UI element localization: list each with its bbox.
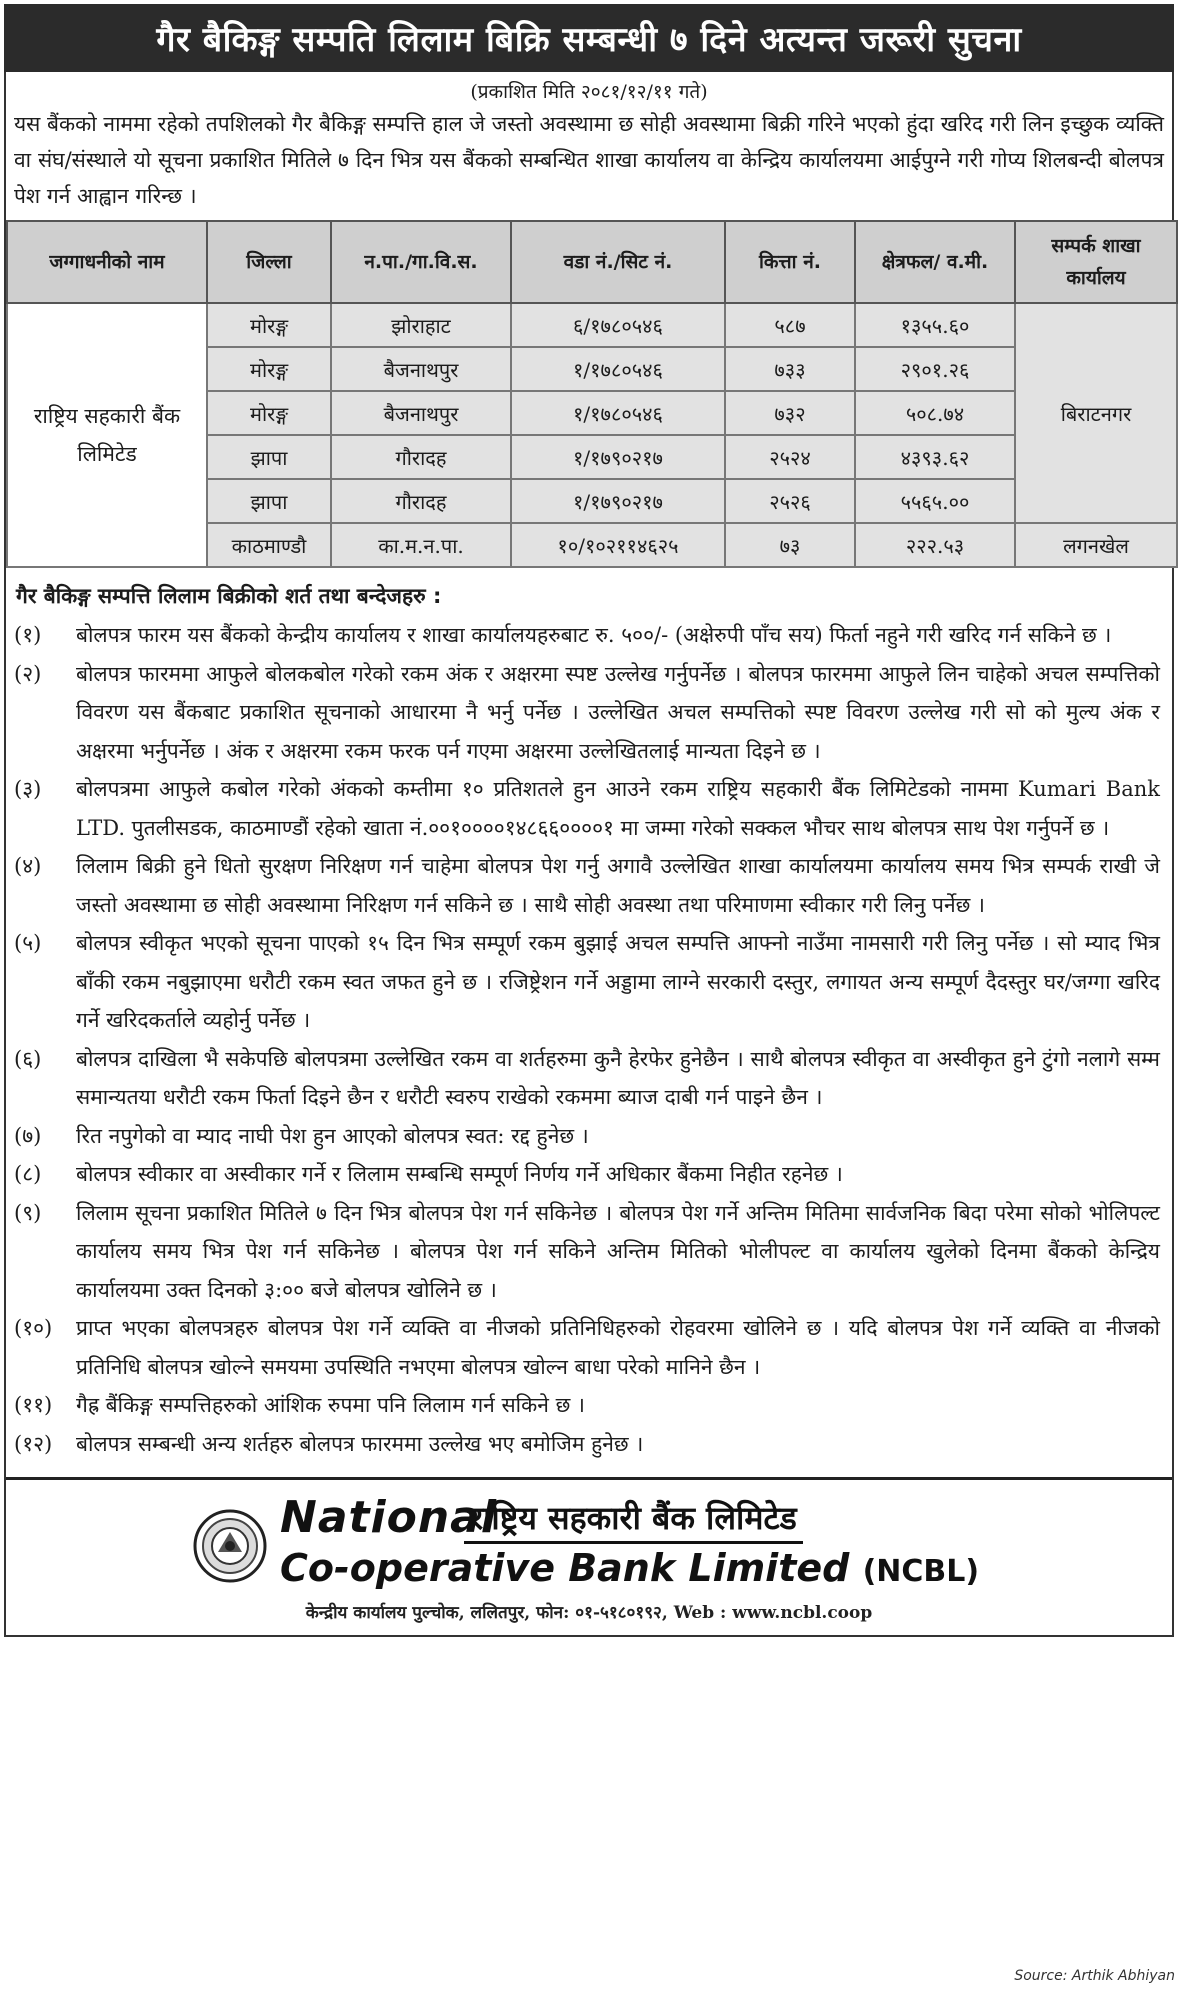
ward-sheet-cell: १/१७८०५४६ [511, 391, 725, 435]
district-cell: मोरङ्ग [207, 303, 331, 347]
area-cell: ४३९३.६२ [855, 435, 1015, 479]
term-number: (६) [14, 1046, 42, 1071]
municipality-cell: गौरादह [331, 479, 511, 523]
district-cell: काठमाण्डौ [207, 523, 331, 567]
term-number: (५) [14, 931, 42, 955]
term-number: (८) [14, 1162, 42, 1186]
header-branch: सम्पर्क शाखा कार्यालय [1015, 221, 1177, 303]
brand-name-english: National [280, 1492, 497, 1543]
kitta-cell: ७३२ [725, 391, 855, 435]
area-cell: ५५६५.०० [855, 479, 1015, 523]
header-area: क्षेत्रफल/ व.मी. [855, 221, 1015, 303]
notice-page [4, 4, 1174, 1637]
municipality-cell: का.म.न.पा. [331, 523, 511, 567]
term-item [12, 1386, 1166, 1425]
term-number: (९) [14, 1200, 42, 1225]
ward-sheet-cell: १/१७८०५४६ [511, 347, 725, 391]
bank-footer [6, 1480, 1172, 1635]
brand-name-nepali: राष्ट्रिय सहकारी बैंक लिमिटेड [464, 1496, 803, 1544]
kitta-cell: २५२६ [725, 479, 855, 523]
notice-box [4, 72, 1174, 1637]
term-item [12, 847, 1166, 924]
bank-address: केन्द्रीय कार्यालय पुल्चोक, ललितपुर, फोन: ०१-५१८०१९२, Web : www.ncbl.coop [305, 1603, 873, 1623]
header-district: जिल्ला [207, 221, 331, 303]
area-cell: २९०१.२६ [855, 347, 1015, 391]
source-credit: Source: Arthik Abhiyan [1014, 1968, 1175, 1984]
term-number: (२) [14, 661, 42, 686]
kitta-cell: ७३३ [725, 347, 855, 391]
term-item [12, 924, 1166, 1040]
brand-name-line: Co-operative Bank Limited [280, 1546, 850, 1590]
term-number: (७) [14, 1123, 42, 1148]
municipality-cell: गौरादह [331, 435, 511, 479]
terms-heading: गैर बैकिङ्ग सम्पत्ति लिलाम बिक्रीको शर्त तथा बन्देजहरु : [16, 584, 442, 608]
term-item [12, 1117, 1166, 1156]
district-cell: झापा [207, 479, 331, 523]
published-date: (प्रकाशित मिति २०८१/१२/११ गते) [470, 81, 708, 103]
table-row [7, 303, 1177, 347]
ward-sheet-cell: १/१७९०२१७ [511, 479, 725, 523]
term-text: बोलपत्र स्वीकृत भएको सूचना पाएको १५ दिन भित्र सम्पूर्ण रकम बुझाई अचल सम्पत्ति आफ्नो नाउँमा नामसारी गरी लिनु पर्नेछ । सो म्याद भित्र बाँकी रकम नबुझाएमा धरौटी रकम स्वत जफत हुने छ । रजिष्ट्रेशन गर्ने अड्डामा लाग्ने सरकारी दस्तुर, लगायत अन्य सम्पूर्ण दैदस्तुर घर/जग्गा खरिद गर्ने खरिदकर्ताले व्यहोर्नु पर्नेछ । [76, 931, 1160, 1032]
header-owner: जग्गाधनीको नाम [7, 221, 207, 303]
area-cell: २२२.५३ [855, 523, 1015, 567]
district-cell: झापा [207, 435, 331, 479]
term-text: लिलाम बिक्री हुने धितो सुरक्षण निरिक्षण गर्न चाहेमा बोलपत्र पेश गर्नु अगावै उल्लेखित शाखा कार्यालयमा कार्यालय समय भित्र सम्पर्क राखी जे जस्तो अवस्थामा छ सोही अवस्थामा निरिक्षण गर्न सकिने छ । साथै सोही अवस्था तथा परिमाणमा स्वीकार गरी लिनु पर्नेछ । [76, 854, 1160, 917]
term-text: लिलाम सूचना प्रकाशित मितिले ७ दिन भित्र बोलपत्र पेश गर्न सकिनेछ । बोलपत्र पेश गर्ने अन्तिम मितिमा सार्वजनिक बिदा परेमा सोको भोलिपल्ट कार्यालय समय भित्र पेश गर्न सकिनेछ । बोलपत्र पेश गर्न सकिने अन्तिम मितिको भोलीपल्ट वा कार्यालय खुलेको दिनमा बैंकको केन्द्रिय कार्यालयमा उक्त दिनको ३:०० बजे बोलपत्र खोलिने छ । [76, 1200, 1160, 1302]
ward-sheet-cell: ६/१७८०५४६ [511, 303, 725, 347]
term-text: बोलपत्र फारममा आफुले बोलकबोल गरेको रकम अंक र अक्षरमा स्पष्ट उल्लेख गर्नुपर्नेछ । बोलपत्र फारममा आफुले लिन चाहेको अचल सम्पत्तिको विवरण यस बैंकबाट प्रकाशित सूचनाको आधारमा नै भर्नु पर्नेछ । उल्लेखित अचल सम्पत्तिको स्पष्ट विवरण उल्लेख गरी सो को मुल्य अंक र अक्षरमा भर्नुपर्नेछ । अंक र अक्षरमा रकम फरक पर्न गएमा अक्षरमा उल्लेखितलाई मान्यता दिइने छ । [76, 661, 1160, 763]
term-number: (४) [14, 854, 42, 878]
term-item [12, 1155, 1166, 1194]
term-number: (१२) [14, 1431, 53, 1456]
district-cell: मोरङ्ग [207, 391, 331, 435]
brand-abbreviation: (NCBL) [862, 1554, 980, 1589]
term-item [12, 616, 1166, 655]
term-item [12, 1040, 1166, 1117]
branch-cell: लगनखेल [1015, 523, 1177, 567]
term-item [12, 1425, 1166, 1464]
district-cell: मोरङ्ग [207, 347, 331, 391]
bank-logo-icon [192, 1508, 268, 1584]
header-ward-sheet: वडा नं./सिट नं. [511, 221, 725, 303]
header-municipality: न.पा./गा.वि.स. [331, 221, 511, 303]
area-cell: १३५५.६० [855, 303, 1015, 347]
kitta-cell: ५८७ [725, 303, 855, 347]
area-cell: ५०८.७४ [855, 391, 1015, 435]
term-text: रित नपुगेको वा म्याद नाघी पेश हुन आएको बोलपत्र स्वत: रद्द हुनेछ । [76, 1123, 589, 1148]
notice-title: गैर बैकिङ्ग सम्पति लिलाम बिक्रि सम्बन्धी ७ दिने अत्यन्त जरूरी सुचना [4, 4, 1174, 72]
term-item [12, 1194, 1166, 1310]
ward-sheet-cell: १०/१०२११४६२५ [511, 523, 725, 567]
term-number: (१) [14, 623, 42, 647]
brand-name-english-2 [280, 1546, 979, 1590]
property-table [6, 220, 1178, 568]
term-text: बोलपत्रमा आफुले कबोल गरेको अंकको कम्तीमा १० प्रतिशतले हुन आउने रकम राष्ट्रिय सहकारी बैंक लिमिटेडको नाममा Kumari Bank LTD. पुतलीसडक, काठमाण्डौं रहेको खाता नं.००१००००१४८६६००००१ मा जम्मा गरेको सक्कल भौचर साथ बोलपत्र साथ पेश गर्नुपर्ने छ । [76, 777, 1160, 840]
term-number: (१०) [14, 1316, 53, 1340]
municipality-cell: बैजनाथपुर [331, 391, 511, 435]
municipality-cell: बैजनाथपुर [331, 347, 511, 391]
term-text: बोलपत्र स्वीकार वा अस्वीकार गर्ने र लिलाम सम्बन्धि सम्पूर्ण निर्णय गर्ने अधिकार बैंकमा निहीत रहनेछ । [76, 1162, 843, 1186]
term-item [12, 655, 1166, 771]
municipality-cell: झोराहाट [331, 303, 511, 347]
term-text: गैह्र बैंकिङ्ग सम्पत्तिहरुको आंशिक रुपमा पनि लिलाम गर्न सकिने छ । [76, 1393, 585, 1417]
term-item [12, 770, 1166, 847]
term-number: (११) [14, 1393, 53, 1417]
table-header-row [7, 221, 1177, 303]
branch-cell: बिराटनगर [1015, 303, 1177, 523]
kitta-cell: ७३ [725, 523, 855, 567]
term-item [12, 1309, 1166, 1386]
term-text: बोलपत्र सम्बन्धी अन्य शर्तहरु बोलपत्र फारममा उल्लेख भए बमोजिम हुनेछ । [76, 1431, 644, 1456]
term-number: (३) [14, 777, 42, 801]
kitta-cell: २५२४ [725, 435, 855, 479]
terms-section [6, 568, 1172, 1463]
term-text: प्राप्त भएका बोलपत्रहरु बोलपत्र पेश गर्ने व्यक्ति वा नीजको प्रतिनिधिहरुको रोहवरमा खोलिने छ । यदि बोलपत्र पेश गर्ने व्यक्ति वा नीजको प्रतिनिधि बोलपत्र खोल्ने समयमा उपस्थिति नभएमा बोलपत्र खोल्न बाधा परेको मानिने छैन । [76, 1316, 1160, 1379]
term-text: बोलपत्र फारम यस बैंकको केन्द्रीय कार्यालय र शाखा कार्यालयहरुबाट रु. ५००/- (अक्षेरुपी पाँच सय) फिर्ता नहुने गरी खरिद गर्न सकिने छ । [76, 623, 1112, 647]
term-text: बोलपत्र दाखिला भै सकेपछि बोलपत्रमा उल्लेखित रकम वा शर्तहरुमा कुनै हेरफेर हुनेछैन । साथै बोलपत्र स्वीकृत वा अस्वीकृत हुने टुंगो नलागे सम्म समान्यतया धरौटी रकम फिर्ता दिइने छैन र धरौटी स्वरुप राखेको रकममा ब्याज दाबी गर्न पाइने छैन । [76, 1046, 1160, 1109]
ward-sheet-cell: १/१७९०२१७ [511, 435, 725, 479]
owner-cell: राष्ट्रिय सहकारी बैंक लिमिटेड [7, 303, 207, 567]
header-kitta: कित्ता नं. [725, 221, 855, 303]
intro-paragraph: यस बैंकको नाममा रहेको तपशिलको गैर बैकिङ्ग सम्पत्ति हाल जे जस्तो अवस्थामा छ सोही अवस्थामा बिक्री गरिने भएको हुंदा खरिद गरी लिन इच्छुक व्यक्ति वा संघ/संस्थाले यो सूचना प्रकाशित मितिले ७ दिन भित्र यस बैंकको सम्बन्धित शाखा कार्यालय वा केन्द्रिय कार्यालयमा आईपुग्ने गरी गोप्य शिलबन्दी बोलपत्र पेश गर्न आह्वान गरिन्छ । [14, 112, 1164, 208]
